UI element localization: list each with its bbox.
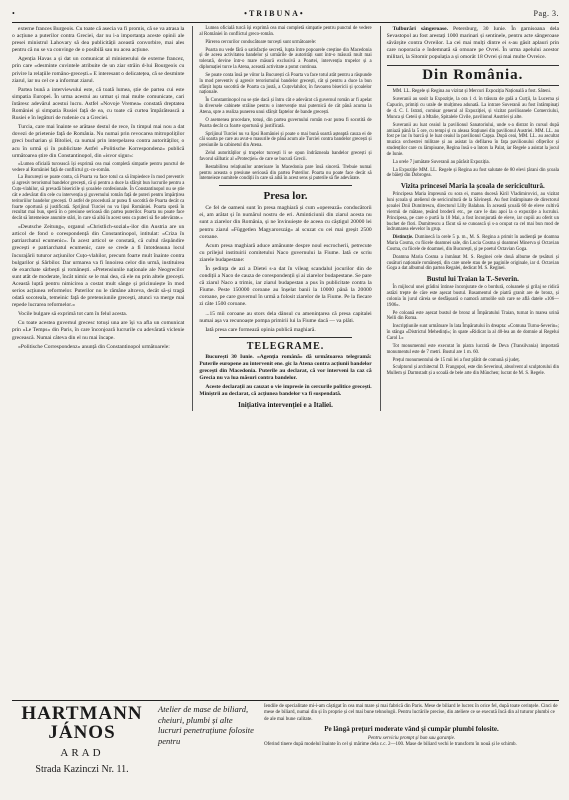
page-number: Pag. 3. (533, 8, 559, 18)
bust-text: Pe coloană este așezat bustul de bronz al Împăratului Traian, turnat în marea urină Nelli din Roma. (386, 310, 559, 322)
ad-company (12, 704, 152, 796)
ad-service-note: Pentru serviciu prompt și bun sau garanție. (367, 735, 456, 741)
bust-heading: Bustul lui Traian la T.-Severin. (426, 275, 519, 284)
romania-paragraph: La Expoziție MM. LL. Regele și Regina au fost salutate de 80 elevi țărani din școala de băieți din Dobrogea. (386, 167, 559, 179)
ad-offer: Oferind tinere după modelul înainte în cel și mărime dela c.c. 2—100. Mase de biliard vechi le transform în nouă și le schimb. (264, 741, 517, 747)
col1-quote: La București se poate conta, că Poarta va face totul ca să împiedece în mod preventiv și agresiv terorismul bandelor grecești, că și pentru a duce la sfârșit bun lucrurile pentru a Cuțo-vlahilor, să prevadă bisericile și școalele confesionale. În Constantinopol nu se știe cât e adevărat din cele cu intervenția și guvernului român față de puteri pentru împărțirea teritoriilor bandelor grecești. O astfel de procedură ar putea fi socotită de Poarta decât ca foarte oportună și justificată. Sprijinul Turciei nu va lipsi României. Poarta speră în rezultat mai bun, speră în o presiune serioasă din partea puterilor. Poarta nu poate face decât să întemeieze anumite stări, în care să aibă în acest sens ca puteri să fie adevărate.» (12, 175, 185, 222)
ad-description: Iendile de specialitate mi-i-am câștigat în cea mai mare și mai fabrică din Paris. Mese de biliard le lucrez în orice fel, după toate cerințele. Cinci de mese de biliard, numai din și în proprie și cel mai bune tehnologii. Pentru lucrările precise, din ateliere ce se execută încă din al tuturor plumbi ce de ale mai bune calitate. (264, 704, 558, 722)
presa-paragraph: Acum presa maghiară aduce amănunte despre noul escrocherii, petrecute cu prilejul instituirii comitetului Naco guvernului la Fiume. Iată ce scriu ziarele budapestane: (199, 242, 372, 263)
header-rule (12, 22, 559, 23)
col2-paragraph: O asemenea procedare, totuși, din partea guvernului român n-ar putea fi socotită de Poarta decât ca foarte oportună și justificată. (199, 117, 372, 129)
col2-paragraph: Părerea cercurilor conducătoare turcești sunt următoarele: (205, 39, 317, 45)
vizita-heading: Vizita princesei Maria la școala de sericicultură. (400, 182, 545, 191)
romania-paragraph: Suveranii au sosit la Expoziție, la ora 1 d. în trăsura de gală a Curții, la Lucerna și Capucin, primiți cu urale de mulțimea adunată. La intrare Suveranii au fost întâmpinați de d. C. I. Istrati, comisar general al Expoziției, și vizitat pavilioanele Comerciului, Munca și Ceteii și a Mtalie, Spitalele Civile, pavilionul Austriei și alte. (386, 97, 559, 120)
romania-paragraph: La orele 7 jumătate Suveranii au părăsit Expoziția. (392, 159, 490, 165)
presa-paragraph: În ședința de azi a Dietei s-a dat în vileag scandalul jocurilor din de condiții a Naco de cauza de corespondenții și ai ziarelor budapestane. Se pare că ziarul Naco a trimis, iar ziarul budapestan a pus în publicitate contra la Fiume. Peste 150000 coroane au înșelat banii la 10000 până la 20000 coroane, pe care guvernul în urmă a folosit ziarelor de la Fiume. Pe la fiecare zi câte 1500 coroane. (199, 266, 372, 308)
col1-paragraph: Cu toate acestea guvernul grecesc totuși una are își va afla un comunicat prin «Le Temps» din Paris, în care înconjoară lucrurile cu adevărată viclenie grecească. Numai câteva din el nu mai încape. (12, 320, 185, 341)
telegram-paragraph: București 30 Iunie. «Agenția română» dă următoarea telegramă: Puterile europene au intervenit ene. gic la Atena contra acțiunii bandelor grecești din Macedonia. Puterile au declarat, că vor interveni la caz că Grecia nu va lua măsuri contra bandelor. (199, 353, 372, 382)
romania-paragraph: MM. LL. Regele și Regina au vizitat și Mercuri Expoziția Națională a fost. Săteni. (392, 89, 552, 95)
col1-paragraph: «Deutsche Zeitung», organul «Christlich-sozial»-ilor din Austria are un articol de fond o corespondență din Constantinopol, intitulat: «Criza în patriarchatul ecumenic». În acest articol se constată, că cultul răspândire grecești e patriarchatul ecumenic, care se crede a fi întotdeauna locul încurajării tuturor acțiunilor Cuțo-vlahilor, precum foarte mult înainte contra bulgarilor și Sârbilor. Dar urmarea va fi înnoirea celor din urmă, instituirea de exarchate sârbești și românești. «Pretensiunile naționale ale Neogrecilor sunt atât de moderate, încât nimic se le mai dea, că ele nu prin altele grecești. Această luptă pentru nimicirea a costat mult sânge și pricinuiește în mod serios acțiunea reformelor. Puterilor nu le rămâne altceva, decât să-și tragă odată socoteala, temeinic față de pretensiunile grecești, atunci va merge mai repede lucrarea reformelor.» (12, 224, 185, 309)
col1-paragraph: externe frances Burgeois. Cu toate că asecia va fi promis, că se va atrasa la o acțiune a puterilor contra Greciei, dar nu i-a importanța aceste opinii ale presei ministrul Lahovary să dea publicității această convorbire, mai ales pentru că nu se va convinge de o posibilă sau nu acea acțiune. (12, 26, 185, 54)
presa-paragraph: Ce fel de oameni sunt în presa maghiară și cum «operează» conducătorii ei, am arătat și în numărul nostru de eri. Aminticiunii din ziarul acesta nu sunt a ziarelor din România, și ne învinuiește de aceea cu câștigul 20000 lei pentru ziarul «Független Magyarország» al scuzat cu cei mai greșit 2500 coroane. (199, 205, 372, 240)
din-romania-heading: Din România. (387, 65, 559, 86)
tulburari-heading: Tulburări sângeroase. (392, 26, 449, 32)
ad-city: ARAD (60, 747, 104, 759)
ad-slogan: Pe lângă prețuri moderate vând și cumpăr plumbi folosite. (324, 724, 499, 733)
column-1 (12, 26, 184, 411)
col1-paragraph: Agenția Havas a și dat un comunicat al ministerului de externe francez, prin care «desminte cuvintele atribuite de un ziar străin d-lui Bourgeois cu privire la relațiile româno-grecești.» E interesant o delicatețea, că se desminte ziarul, iar nu cel ce a informat ziarul. (12, 56, 185, 84)
col1-paragraph: Vocile bulgare să exprimă tot cam în felul acesta. (18, 311, 128, 318)
col1-paragraph: Partea bună a interviewului este, că toată lumea, știe de partea cui este simpatia Europei. În urma acestui au urmat și mai multe comunicate, cari întăresc adevărul acestui lucru. Astfel «Novoje Vremea» constată dreptatea României și simpatia Rusiei față de ea, cu toate că curtea împărătească a Rusiei e în legături de rudenie cu a Greciei. (12, 86, 185, 122)
col2-paragraph: Se poate conta însă pe viitor la București că Poarta va face totul atât pentru a răspunde în mod preventiv și agresiv terorismului bandelor grecești, cât și pentru a duce la bun sfârșit lupta socotită de Poarta ca justă, a Cuțovlahilor, în favoarea bisericii și școalelor naționale. (199, 72, 372, 96)
bust-text: Tot monumentul este executat în piatra lucrată de Deva (Transilvania) importată monumentul este de 7 metri. Bustul are 1 m. 60. (386, 343, 559, 355)
col2-paragraph: Sprijinul Turciei nu va lipsi României și poate o mai bună soartă așteaptă cauza ei de căi soarta pe care au avut-o masurile de până acum ale Turciei contra bandelor grecești și presiunile la cabinetul din Atena. (199, 131, 372, 149)
distinctie-text: Duminecă la orele 5 p. m., M. S. Regina a primit în audiență pe doamna Maria Cosma, cu fiicele doamnei sale, din Lucia Cosma și doamnei Minerva și Octavian Cosma, cu fiicele de doamnei, din București, și pe poetul Octavian Goga. (386, 235, 559, 252)
col2-paragraph: Zelul autorităților și trupelor turcești li se opun îndrăzneala bandelor grecești și favorul sălbatic al «Protecției» de care se bucură Grecii. (199, 151, 372, 162)
telegram-paragraph: Aceste declarații au cauzat o vie impresie în cercurile politice grecești. Miniștrii au declarat, că acțiunea bandelor va fi suspendată. (199, 384, 372, 398)
presa-paragraph: Iată presa care formează opinia publică maghiară. (205, 326, 316, 333)
col1-paragraph: Turcia, care mai înainte se arătase destul de rece, în timpul mai nou a dat dovezi de prietenie față de România. Nu numai prin revocarea mitropoliților greci bucharian și Bitoliei, ca numai prin interpelarea contra autorităților, o acu în urmă și în publicitate Astfel «Politische Korrespondenz» publică următoarea știre din Constantinopol, din «isvor sigur»: (12, 124, 185, 159)
col2-paragraph: Poarta nu vede fără o satisfacție secretă, lupta între popoarele creștine din Macedonia și de aceea activitatea bandelor și urmările de autorități sunt într-o măsură mult mai tolerată, devine într-o mare măsură exclusivă a Poartei, intervenția trupelor și a diplomației turce la Atena, această activitate a putut continua. (199, 47, 372, 71)
telegram-subheading: Inițiativa intervenției e a Italiei. (238, 401, 333, 410)
distinctie-heading: Distincție. (392, 235, 414, 241)
ad-company-name: HARTMANN JÁNOS (21, 703, 143, 743)
romania-paragraph: Suveranii au luat ceaiul la pavilionul Sanatoriului, unde s-a distrat în cursul după amiază până la 5 ore, cu tempi și cu aleasa Stațiunei din pavilionul Austriei. MM. LL. au fost pe lac în barcă și le luat ceaiul la pavilionul Capșa. După ceai, MM. LL. au ascultat muzica orchestrei militare și au asistat la defilarea în fața pavilionului ofițerilor și studenților care cu lămpioane, Regina însă s-a întors la Palat, iar Regele a asistat la jocul de Iunie. (386, 122, 559, 157)
column-2 (192, 26, 371, 411)
telegrame-heading: TELEGRAME. (246, 340, 325, 352)
col1-quote: «Lumea oficială turcească își exprimă cea mai completă simpatie pentru punctul de vedere al României față de conflictul gr.-co-român. (12, 161, 185, 173)
advertisement (12, 700, 559, 796)
bust-text: Prețul monumentului de 15 mii lei a fost plătit de comună și județ. (392, 357, 520, 363)
col1-paragraph: «Politische Correspondenz» anunță din Constantinopol următoarele: (18, 343, 170, 350)
bust-text: Inscripțiunile sunt următoare în lata Împăratului în dreapta: «Comuna Turnu-Severin»; în stânga «Districtul Mehedinți»; în spate «Ridicat la al 40-lea an de domnie al Regelui Carol I.» (386, 324, 559, 341)
ad-street: Strada Kazinczi Nr. 11. (35, 764, 129, 775)
distinctie-text-2: Doamna Maria Cosma a înmânat M. S. Reginei cele două albume de țesături și cusături naționale românești, din care unele stau de pe paginile originale, iar d. Octavian Goga a dat albumul din partea Regalei, dedicat M. S. Reginei. (386, 254, 559, 272)
vizita-text: Principesa Maria împreună cu sora ei, marea ducesă Kiril Vladimirovici, au vizitat luni școala și atelierul de sericicultură de la Săvinești. Au fost întâmpinate de directorul școalei Dnii Dumitrescu, directorul Lilly Balaban. În această școală 60 de eleve cultivă viermii de mătase, țesând broderii etc., pe care le dau apoi la o expoziție a lucrului. Principesa, pe care o purtă la 10 Mai, a fost înconjurată de eleve, iar copiii au oferit un buchet de flori. Dumitrescu a făcut să se cunoască și s-a ocupat ca cel mai bun mod de îndrumarea elevelor în grup. (386, 192, 559, 233)
columns (12, 26, 559, 411)
page-header (12, 6, 559, 20)
header-left: • (12, 8, 16, 18)
column-3 (380, 26, 559, 411)
col2-paragraph: Lumea oficială turcă își exprimă cea mai completă simpatie pentru punctul de vedere al României în conflictul greco-român. (199, 26, 372, 37)
col2-paragraph: În Constantinopol nu se știe dacă și întru cât e adevărat că guvernul român ar fi apelat la diversele cabinete străine pentru o intervenție mai puternică de cât până acuma la Atena, spre a realiza punerea unui sfârșit faptelor de bande grecești. (199, 98, 372, 115)
masthead-title: •TRIBUNA• (244, 8, 305, 18)
bust-text: În mijlocul unei grădini întinse înconjurate de o bordură, coloanele și grilaj se ridică astăzi trepte de căre este aşezat bustul. Basamentul de piatră granit are de bronz, și colonia în jurul căreia se desfășoară o namoră armolile sub care se află datele «106—1906». (386, 285, 559, 308)
col2-paragraph: Restabilirea relațiunilor anterioare în Macedonia pare însă sinceră. Trebuie numai pentru aceasta o presiune serioasă din partea Puterilor. Poarta nu poate face decât să întemeieze numitele condiții în care să aibă în acest sens și puterile să fie adevărate. (199, 164, 372, 182)
presa-heading: Presa lor. (263, 190, 308, 203)
ad-services: Atelier de mase de biliard, cheiuri, plumbi și alte lucruri penetrațiune folosite pentru (158, 704, 254, 746)
separator (219, 337, 351, 338)
bust-text: Sculptorul și architectul D. Frangopol, este din Severinul, absolvent al sculptorului din Mullem și Darmstadt și a scoală de bele arte din München; lucrat de M. S. Regele. (386, 365, 559, 377)
presa-paragraph: ...15 mii coroane au stors dela dânsul cu amenințarea că presa capitalei numai așa va recunoaște pompa primirii lui la Fiume dacă — va plăti. (199, 310, 372, 324)
ad-details (264, 704, 559, 796)
tulburari-text: Petersburg, 30 Iunie. În garnisoana dela Sevastopol au fost arestați 1000 marinari și sentinele, pentru acte sângeroase săvârșite contra Ovreilor. La cei mai mulți dintre ei s-au găsit aplauri prin care noporacia e îndemnată să omoare pe Ovrei. În urma apelului acestor militari, la Sitomir populația a și omorât 18 Ovrei și mai multe Ovreice. (386, 26, 559, 61)
separator (219, 185, 351, 186)
